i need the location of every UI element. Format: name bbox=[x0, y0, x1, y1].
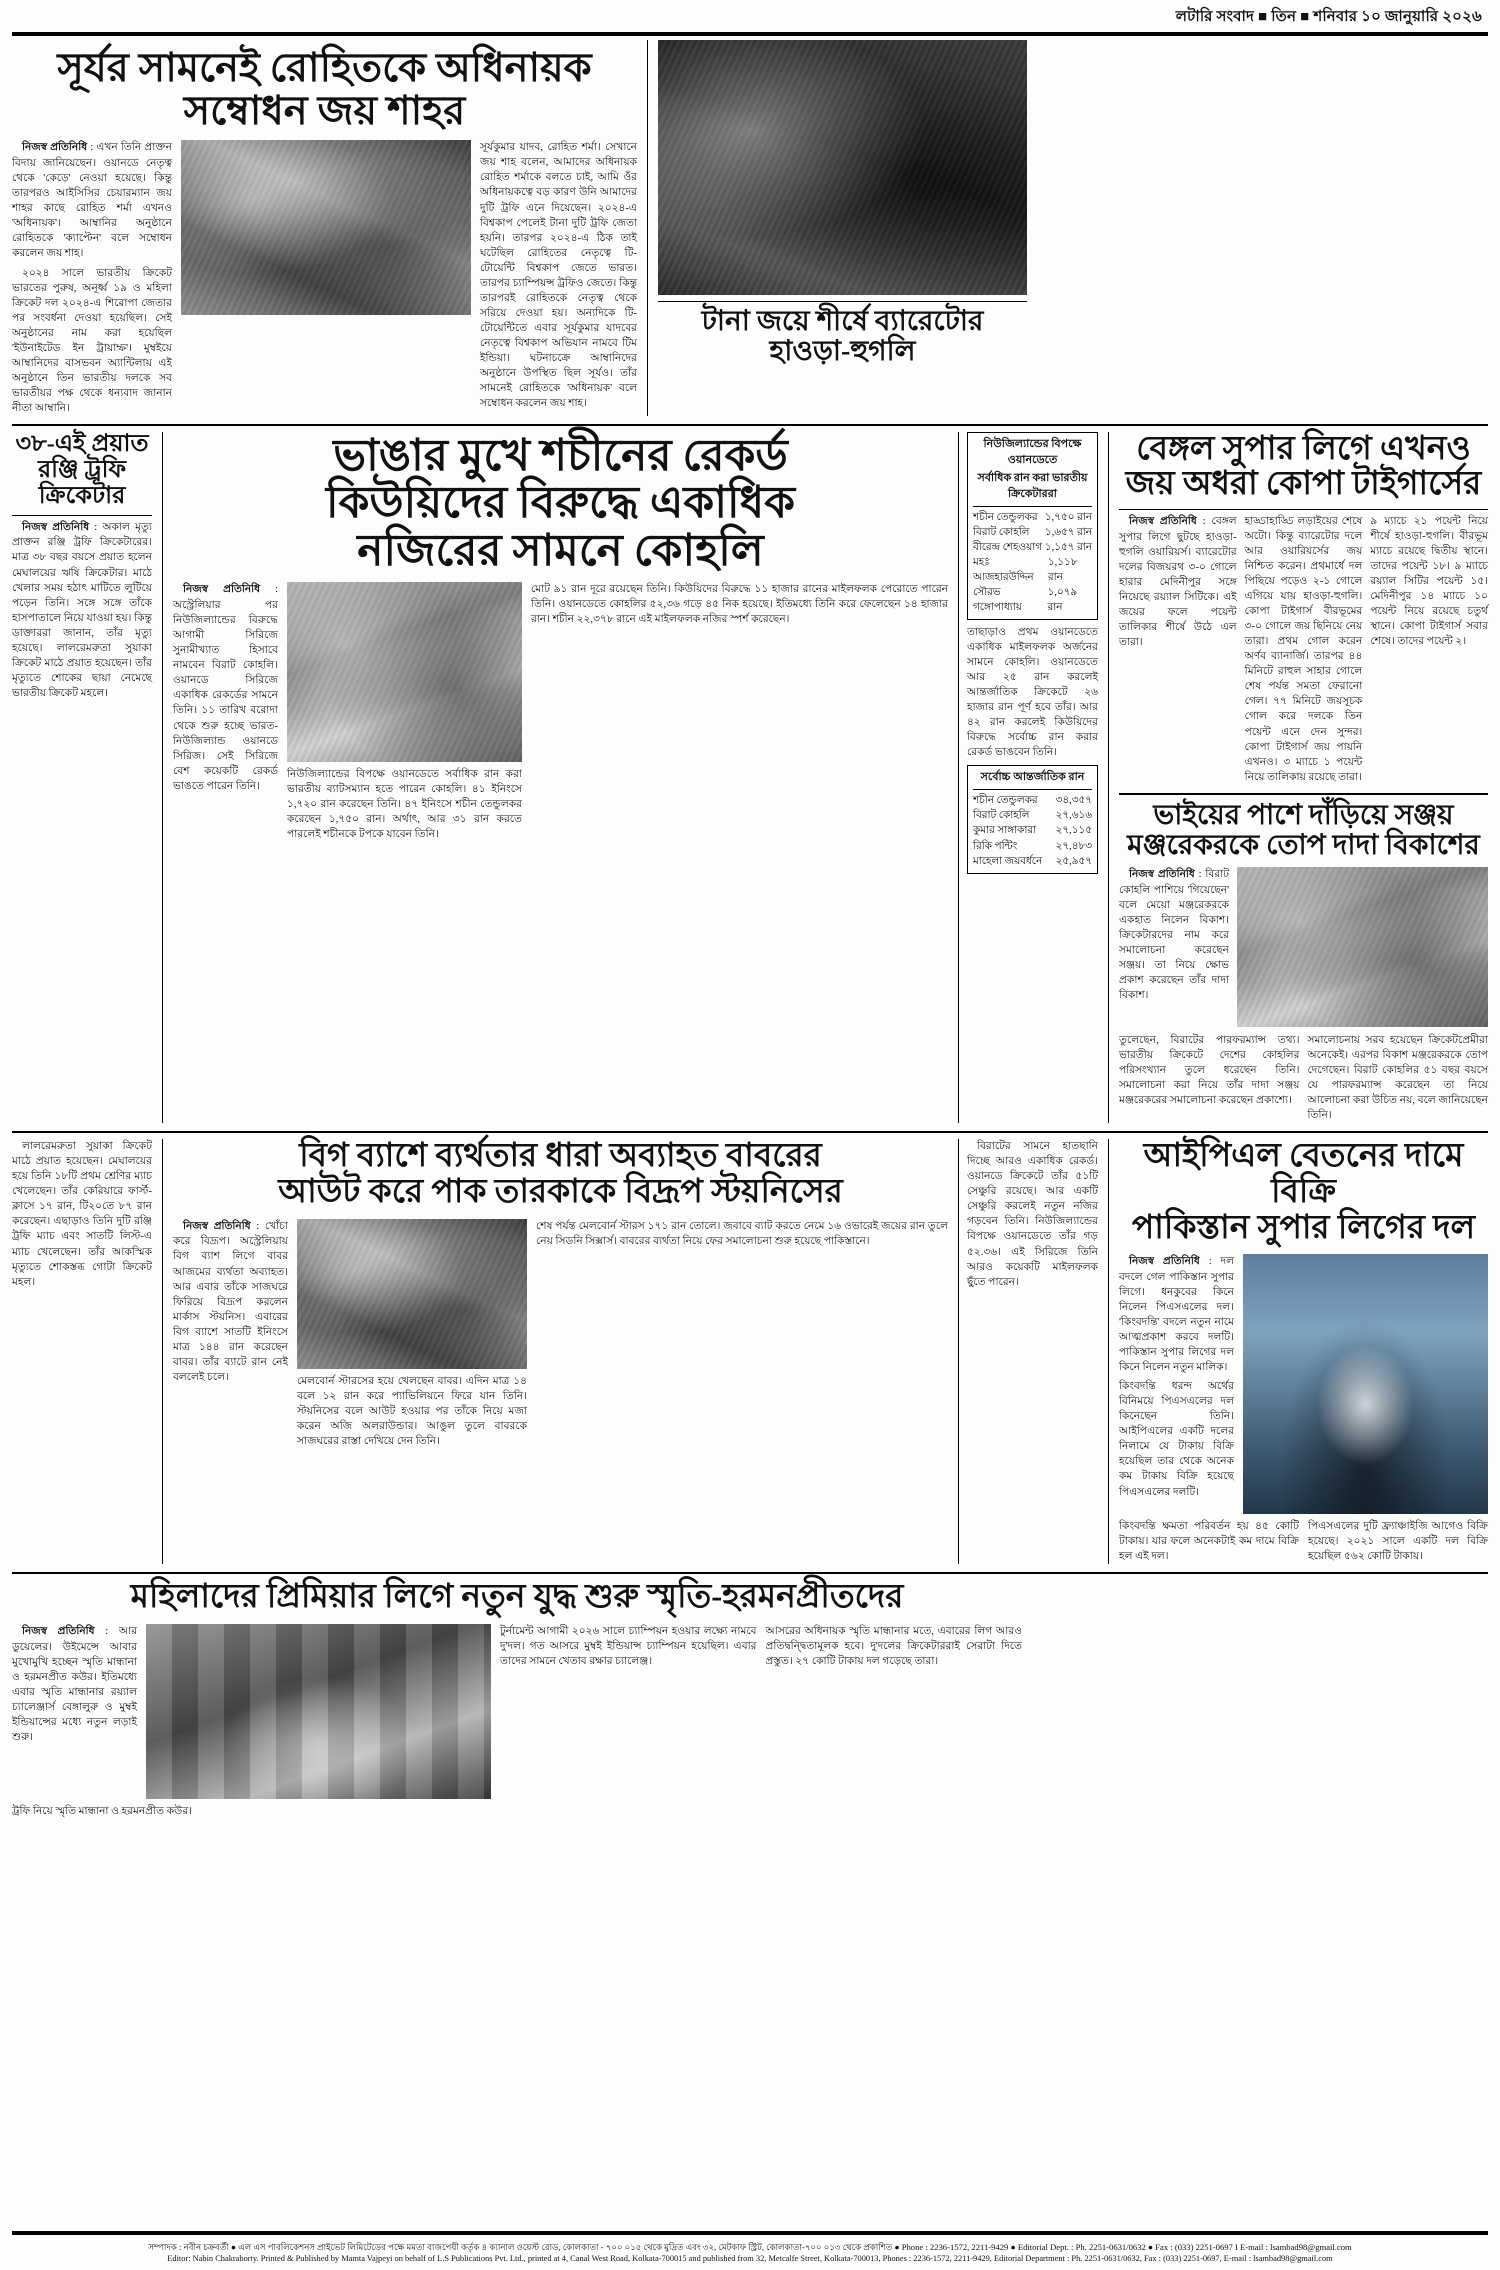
hockey-story bbox=[647, 40, 1027, 416]
stats-box-title-2: সর্বাধিক রান করা ভারতীয় ক্রিকেটাররা bbox=[977, 471, 1088, 500]
hockey-match-photo bbox=[658, 40, 1027, 295]
byline-label: নিজস্ব প্রতিনিধি bbox=[22, 142, 88, 154]
bsl-byline: নিজস্ব প্রতিনিধি bbox=[1129, 516, 1197, 528]
main-story-col1: নিজস্ব প্রতিনিধি : এখন তিনি প্রাক্তন বিদায় জানিয়েছেন। ওয়ানডে নেতৃত্ব থেকে 'কেড়ে' নেওয়া হয়েছে। কিন্তু তারপরও আইসিসির চেয়ারম্যান জয় শাহর কাছে রোহিত শর্মা এখনও 'অধিনায়ক'। আম্বানির অনুষ্ঠানে রোহিতকে 'ক্যাপ্টেন' বলে সম্বোধন করলেন জয় শাহ। ২০২৪ সালে ভারতীয় ক্রিকেট ভারতের পুরুষ, অনূর্ধ্ব ১৯ ও মহিলা ক্রিকেট দল ২০২৪-এ শিরোপা জেতার পর সংবর্ধনা দেওয়া হয়েছিল। সেই অনুষ্ঠানের নাম করা হয়েছিল 'ইউনাইটেড ইন ট্রায়াম্ফ'। মুম্বইয়ে আম্বানিদের বাসভবন অ্যান্টিলায় এই অনুষ্ঠানে তিন ভারতীয় দলকে সব ভারতীয়র পক্ষ থেকে ধন্যবাদ জানান নীতা আম্বানি। bbox=[12, 140, 172, 415]
ranji-obituary-story bbox=[12, 432, 152, 1123]
psl-headline-line2: পাকিস্তান সুপার লিগের দল bbox=[1131, 1209, 1476, 1246]
bsl-headline-line1: বেঙ্গল সুপার লিগে এখনও bbox=[1136, 430, 1471, 467]
sanjay-col1-text: বিরাট কোহলি পাশিয়ে 'গিয়েছেন' বলে মেয়ো মঞ্জরেকরকে একহাত নিলেন বিকাশ। ক্রিকেটারদের নাম করে সমালোচনা করেছেন সঞ্জয়। তা নিয়ে ক্ষোভ প্রকাশ করেছেন তাঁর দাদা বিকাশ। bbox=[1119, 869, 1230, 1002]
stats-box-title-1: নিউজিল্যান্ডের বিপক্ষে ওয়ানডেতে bbox=[983, 437, 1082, 466]
stats-row bbox=[973, 839, 1092, 854]
bsl-columns bbox=[1119, 514, 1488, 785]
stats-row-value: ২৭,৬১৬ bbox=[1055, 810, 1092, 822]
stats-row-name: রিকি পন্টিং bbox=[973, 840, 1018, 852]
ranji-headline-line1: ৩৮-এই প্রয়াত bbox=[15, 430, 149, 457]
wpl-byline: নিজস্ব প্রতিনিধি bbox=[22, 1625, 95, 1637]
bsl-col3: ৯ ম্যাচে ২১ পয়েন্ট নিয়ে শীর্ষে হাওড়া-হুগলি। বীরভূম ম্যাচে রয়েছে দ্বিতীয় স্থানে। তাদের পয়েন্ট ১৮। ৯ ম্যাচে রয়্যাল সিটির পয়েন্ট ১৫। মেদিনীপুর ১৪ ম্যাচে ১০ পয়েন্ট নিয়ে রয়েছে চতুর্থ স্থানে। কোপা টাইগার্স সবার শেষে। তাদের পয়েন্ট ২। bbox=[1370, 516, 1489, 648]
bsl-col1-text: বেঙ্গল সুপার লিগে ছুটছে হাওড়া-হুগলি ওয়ারিয়র্স। ব্যারেটোর দলের বিজয়রথ ৩-০ গোলে হারার মেদিনীপুর সঙ্গে নিয়েছে রয়্যাল সিটিকে। এই জয়ের ফলে পয়েন্ট তালিকার শীর্ষে উঠে এল তারা। bbox=[1119, 516, 1237, 649]
sachin-byline: নিজস্ব প্রতিনিধি bbox=[183, 584, 260, 596]
psl-col1-text: দল বদলে গেল পাকিস্তান সুপার লিগে। ধনকুবের কিনে নিলেন পিএসএলের দল। 'কিংবদন্তি' বদলে নতুন নামে আত্মপ্রকাশ করবে দলটি। পাকিস্তান সুপার লিগের দল কিনে নিলেন নতুন মালিক। bbox=[1119, 1256, 1235, 1374]
footer-bengali: সম্পাদক : নবীন চক্রবর্তী ● এল এস পাবলিকেশনস প্রাইভেট লিমিটেডের পক্ষে মমতা বাজপেয়ী কর্তৃক ৪ ক্যানাল ওয়েস্ট রোড, কোলকাতা - ৭০০ ০১৫ থেকে মুদ্রিত এবং ৩২, মেটকাফ স্ট্রিট, কোলকাতা-৭০০ ০১৩ থেকে প্রকাশিত ● Phone : 2236-1572, 2211-9429 ● Editorial Dept. : Ph. 2251-0631/0632 ● Fax : (033) 2251-0697 I E-mail : lsambad98@gmail.com bbox=[148, 2241, 1352, 2252]
stats-column bbox=[958, 432, 1098, 1123]
stats-box-title-3: সর্বোচ্চ আন্তর্জাতিক রান bbox=[980, 771, 1085, 784]
stats-row bbox=[973, 808, 1092, 823]
ranji-continuation-text: লালরেমরুতা সুয়াকা ক্রিকেট মাঠে প্রয়াত হয়েছেন। মেঘালয়ের হয়ে তিনি ১৮টি প্রথম শ্রেণির ম্যাচ খেলেছেন। তাঁর কেরিয়ারে ফার্স্ট-ক্লাসে ১৭ রান, টি২০তে ৮৭ রান করেছেন। এছাড়াও তিনি দুটি রঞ্জি ট্রফি ম্যাচ এবং সাতটি লিস্ট-এ ম্যাচ খেলেছেন। তাঁর আকস্মিক মৃত্যুতে শোকস্তব্ধ গোটা ক্রিকেট মহল। bbox=[12, 1141, 152, 1288]
sanjay-byline: নিজস্ব প্রতিনিধি bbox=[1129, 869, 1195, 881]
wpl-story bbox=[12, 1580, 1022, 1819]
psl-caption-right: পিএসএলের দুটি ফ্র্যাঞ্চাইজি আগেও বিক্রি হয়েছে। ২০২১ সালে একটি দল বিক্রি হয়েছিল ৫৬২ কোটি টাকায়। bbox=[1308, 1521, 1488, 1563]
rohit-jay-shah-photo bbox=[181, 140, 471, 315]
sanjay-col3: সমালোচনায় সরব হয়েছেন ক্রিকেটপ্রেমীরা অনেকেই। এরপর বিকাশ মঞ্জরেকরকে তোপ দেগেছেন। বিরাট কোহলির ৫১ বছর বয়সে যে পারফরম্যান্স করেছেন তা নিয়ে আলোচনা করা উচিত নয়, বলে জানিয়েছেন তিনি। bbox=[1307, 1035, 1488, 1122]
wpl-col2: টুর্নামেন্ট আগামী ২০২৬ সালে চ্যাম্পিয়ন হওয়ার লক্ষ্যে নামবে দু'দল। গত আসরে মুম্বই ইন্ডিয়ান্স চ্যাম্পিয়ন হয়েছিল। এবার তাদের সামনে খেতাব রক্ষার চ্যালেঞ্জ। bbox=[500, 1625, 757, 1667]
babar-col1: নিজস্ব প্রতিনিধি : খোঁচা করে বিদ্রূপ। অস্ট্রেলিয়ায় বিগ ব্যাশ লিগে বাবর আজমের ব্যর্থতা অব্যাহত। আর এবার তাঁকে সাজঘরে ফিরিয়ে বিদ্রূপ করলেন মার্কাস স্টয়নিস। এবারের বিগ ব্যাশে সাতটি ইনিংসে মাত্র ১৪৪ রান করেছেন বাবর। তাঁর ব্যাটে রান নেই বললেই চলে। bbox=[173, 1220, 289, 1383]
sachin-col3: মোট ৯১ রান দূরে রয়েছেন তিনি। কিউয়িদের বিরুদ্ধে ১১ হাজার রানের মাইলফলক পেরোতে পারেন তিনি। ওয়ানডেতে কোহলির ৫২,৩৬ গড়ে ৪৫ নিক হয়েছে। ইতিমধ্যে তিনি করে ফেলেছেন ১৪ হাজার রান। শচীন ২২,৩৭৮ রানে এই মাইলফলক নজির স্পর্শ করেছেন। bbox=[531, 584, 948, 626]
stats-note: তাছাড়াও প্রথম ওয়ানডেতে একাধিক মাইলফলক অর্জনের সামনে কোহলি। ওয়ানডেতে আর ২৫ রান করলেই আন্তর্জাতিক ক্রিকেটে ২৬ হাজার রান পূর্ণ হবে তাঁর। আর ৪২ রান করলেই কিউয়িদের বিরুদ্ধে সর্বোচ্চ রান করার রেকর্ড ভাঙবেন তিনি। bbox=[967, 627, 1098, 759]
page-footer bbox=[12, 2229, 1488, 2267]
stats-row-name: শচীন তেন্ডুলকর bbox=[973, 795, 1038, 807]
manjrekar-brothers-photo bbox=[1237, 867, 1488, 1027]
wpl-col3: আসরের অধিনায়ক স্মৃতি মান্ধানার মতে, এবারের লিগ আরও প্রতিদ্বন্দ্বিতামূলক হবে। দু'দলের ক্রিকেটাররাই সেরাটা দিতে প্রস্তুত। ২৭ কোটি টাকায় দল গড়েছে তারা। bbox=[765, 1625, 1022, 1667]
footer-english: Editor: Nabin Chakraborty. Printed & Published by Mamta Vajpeyi on behalf of L.S Publications Pvt. Ltd., printed at 4, Canal West Road, Kolkata-700015 and published from 32, Metcalfe Street, Kolkata-700013, Phones : 2236-1572, 2211-9429, Editorial Department : Ph. 2251-0631/0632, Fax : (033) 2251-0697, E-mail : lsambad98@gmail.com bbox=[167, 2254, 1333, 2264]
wpl-headline: মহিলাদের প্রিমিয়ার লিগে নতুন যুদ্ধ শুরু স্মৃতি-হরমনপ্রীতদের bbox=[130, 1579, 904, 1616]
wpl-col1-text: আর ডুয়েলের। উইমেন্সে আবার মুখোমুখি হচ্ছেন স্মৃতি মান্ধানা ও হরমনপ্রীত কউর। ইতিমধ্যে এবার স্মৃতি মান্ধানার রয়্যাল চ্যালেঞ্জার্স বেঙ্গালুরু ও মুম্বই ইন্ডিয়ান্সের মধ্যে নতুন লড়াই শুরু। bbox=[12, 1625, 137, 1743]
psl-story bbox=[1108, 1139, 1488, 1564]
ranji-body: নিজস্ব প্রতিনিধি : অকাল মৃত্যু প্রাক্তন রঞ্জি ট্রফি ক্রিকেটারের। মাত্র ৩৮ বছর বয়সে প্রয়াত হলেন মেঘালয়ের ঋষি ক্রিকেটার। মাঠে খেলার সময় হঠাৎ মাটিতে লুটিয়ে পড়েন তিনি। সঙ্গে সঙ্গে তাঁকে হাসপাতালে নিয়ে যাওয়া হয়। কিন্তু ডাক্তাররা জানান, তাঁর মৃত্যু হয়েছে। লালরেমরুতা সুয়াকা ক্রিকেট মাঠে প্রয়াত হয়েছেন। তাঁর মৃত্যুতে শোকের ছায়া নেমেছে ভারতীয় ক্রিকেট মহলে। bbox=[12, 521, 152, 699]
masthead bbox=[12, 4, 1488, 30]
wpl-col1: নিজস্ব প্রতিনিধি : আর ডুয়েলের। উইমেন্সে আবার মুখোমুখি হচ্ছেন স্মৃতি মান্ধানা ও হরমনপ্রীত কউর। ইতিমধ্যে এবার স্মৃতি মান্ধানার রয়্যাল চ্যালেঞ্জার্স বেঙ্গালুরু ও মুম্বই ইন্ডিয়ান্সের মধ্যে নতুন লড়াই শুরু। bbox=[12, 1625, 137, 1743]
main-story-col1b-text: ২০২৪ সালে ভারতীয় ক্রিকেট ভারতের পুরুষ, অনূর্ধ্ব ১৯ ও মহিলা ক্রিকেট দল ২০২৪-এ শিরোপা জেতার পর সংবর্ধনা দেওয়া হয়েছিল। সেই অনুষ্ঠানের নাম করা হয়েছিল 'ইউনাইটেড ইন ট্রায়াম্ফ'। মুম্বইয়ে আম্বানিদের বাসভবন অ্যান্টিলায় এই অনুষ্ঠানে তিন ভারতীয় দলকে সব ভারতীয়র পক্ষ থেকে ধন্যবাদ জানান নীতা আম্বানি। bbox=[12, 267, 172, 414]
stats-row-name: বীরেন্দ্র শেহওয়াগ bbox=[973, 541, 1043, 553]
stats-row-name: কুমার সাঙ্গাকারা bbox=[973, 825, 1037, 837]
sachin-kohli-story bbox=[162, 432, 948, 1123]
babar-col3: শেষ পর্যন্ত মেলবোর্ন স্টারস ১৭১ রান তোলে। জবাবে ব্যাট করতে নেমে ১৬ ওভারেই জয়ের রান তুলে নেয় সিডনি সিক্সার্স। বাবরের ব্যর্থতা নিয়ে ফের সমালোচনা শুরু হয়েছে পাকিস্তানে। bbox=[536, 1220, 948, 1247]
ranji-headline-line2: রঞ্জি ট্রফি ক্রিকেটার bbox=[37, 456, 127, 509]
ranji-continuation bbox=[12, 1139, 152, 1564]
stats-row bbox=[973, 823, 1092, 838]
stats-row-value: ১,৬৫৭ রান bbox=[1044, 526, 1092, 538]
stats-row bbox=[973, 555, 1092, 585]
stats-row-value: ২৫,৯৫৭ bbox=[1055, 855, 1092, 867]
main-story-headline: সূর্যর সামনেই রোহিতকে অধিনায়ক সম্বোধন জয় শাহর bbox=[57, 45, 592, 134]
sanjay-manjrekar-story bbox=[1119, 801, 1488, 1124]
stats-row-value: ১,১১৮ রান bbox=[1047, 556, 1078, 583]
stats-continuation-text: বিরাটের সামনে হাতছানি দিচ্ছে আরও একাধিক রেকর্ড। ওয়ানডে ক্রিকেটে তাঁর ৫১টি সেঞ্চুরি রয়েছে। আর একটি সেঞ্চুরি করলেই নতুন নজির গড়বেন তিনি। নিউজিল্যান্ডের বিপক্ষে ওয়ানডেতে তাঁর গড় ৫২.৩৬। এই সিরিজে তিনি আরও কয়েকটি মাইলফলক ছুঁতে পারেন। bbox=[967, 1141, 1098, 1288]
third-section bbox=[12, 1139, 1488, 1564]
main-story-col2: সূর্যকুমার যাদব, রোহিত শর্মা। সেখানে জয় শাহ বলেন, আমাদের অধিনায়ক রোহিত শর্মাকে বলতে চাই, আমি ওঁর অধিনায়কত্বে বড় কারণ উনি আমাদের দুটি ট্রফি এনে দিয়েছেন। ২০২৪-এ বিশ্বকাপ পেলেই টানা দুটি ট্রফি জেতা হয়নি। তারপর ২০২৪-এ ঠিক তাই ঘটেছিল রোহিতের নেতৃত্বে টি-টোয়েন্টি বিশ্বকাপ জেতে ভারত। তারপর চ্যাম্পিয়ন্স ট্রফিও জেতে। কিন্তু তারপরই রোহিতকে নেতৃত্ব থেকে সরিয়ে দেওয়া হয়। অন্যদিকে টি-টোয়েন্টিতে এবার সূর্যকুমার যাদবের নেতৃত্বে বিশ্বকাপ অভিযান নামবে টিম ইন্ডিয়া। ঘটনাচক্রে আম্বানিদের অনুষ্ঠানে উপস্থিত ছিল সূর্যও। তাঁর সামনেই রোহিতকে 'অধিনায়ক' বলে সম্বোধন করলেন জয় শাহ। bbox=[480, 142, 637, 409]
masthead-text: লটারি সংবাদ ■ তিন ■ শনিবার ১০ জানুয়ারি ২০২৬ bbox=[1175, 9, 1482, 25]
sachin-col2: নিউজিল্যান্ডের বিপক্ষে ওয়ানডেতে সর্বাধিক রান করা ভারতীয় ব্যাটসম্যান হতে পারেন কোহলি। ৪১ ইনিংসে ১,৭২০ রান করেছেন তিনি। ৪৭ ইনিংসে শচীন তেন্ডুলকর করেছেন ১,৭৫০ রান। অর্থাৎ, আর ৩১ রান করতে পারলেই শচীনকে টপকে যাবেন তিনি। bbox=[287, 769, 522, 841]
stats-row bbox=[973, 585, 1092, 615]
sachin-col1-text: অস্ট্রেলিয়ার পর নিউজিল্যান্ডের বিরুদ্ধে আগামী সিরিজে সুনামীখ্যাত হিসাবে নামবেন বিরাট কোহলি। ওয়ানডে সিরিজে একাধিক রেকর্ডের সামনে তিনি। ১১ তারিখ বরোদা থেকে শুরু হচ্ছে ভারত-নিউজিল্যান্ড ওয়ানডে সিরিজ। সেই সিরিজে বেশ কয়েকটি রেকর্ড ভাঙতে পারেন তিনি। bbox=[173, 600, 278, 792]
main-story bbox=[12, 40, 637, 416]
sanjay-headline-line1: ভাইয়ের পাশে দাঁড়িয়ে সঞ্জয় bbox=[1153, 799, 1454, 831]
bengal-super-league-story bbox=[1108, 432, 1488, 1123]
sanjay-col1: নিজস্ব প্রতিনিধি : বিরাট কোহলি পাশিয়ে 'গিয়েছেন' বলে মেয়ো মঞ্জরেকরকে একহাত নিলেন বিকাশ। ক্রিকেটারদের নাম করে সমালোচনা করেছেন সঞ্জয়। তা নিয়ে ক্ষোভ প্রকাশ করেছেন তাঁর দাদা বিকাশ। bbox=[1119, 869, 1230, 1002]
stats-row-value: ২৭,১১৫ bbox=[1055, 825, 1092, 837]
section-divider-3 bbox=[12, 1572, 1488, 1574]
psl-caption-left: কিংবদন্তি ক্ষমতা পরিবর্তন হয় ৪৫ কোটি টাকায়। যার ফলে অনেকটাই কম দামে বিক্রি হল এই দল। bbox=[1119, 1521, 1299, 1563]
stats-row-value: ৩৪,৩৫৭ bbox=[1055, 795, 1092, 807]
stats-row-name: মাহেলা জয়বর্ধনে bbox=[973, 855, 1043, 867]
stats-row-name: শচীন তেন্ডুলকর bbox=[973, 511, 1038, 523]
bsl-headline-line2: জয় অধরা কোপা টাইগার্সের bbox=[1125, 466, 1482, 503]
bsl-col1: নিজস্ব প্রতিনিধি : বেঙ্গল সুপার লিগে ছুটছে হাওড়া-হুগলি ওয়ারিয়র্স। ব্যারেটোর দলের বিজয়রথ ৩-০ গোলে হারার মেদিনীপুর সঙ্গে নিয়েছে রয়্যাল সিটিকে। এই জয়ের ফলে পয়েন্ট তালিকার শীর্ষে উঠে এল তারা। bbox=[1119, 516, 1237, 649]
ranji-body-text: অকাল মৃত্যু প্রাক্তন রঞ্জি ট্রফি ক্রিকেটারের। মাত্র ৩৮ বছর বয়সে প্রয়াত হলেন মেঘালয়ের ঋষি ক্রিকেটার। মাঠে খেলার সময় হঠাৎ মাটিতে লুটিয়ে পড়েন তিনি। সঙ্গে সঙ্গে তাঁকে হাসপাতালে নিয়ে যাওয়া হয়। কিন্তু ডাক্তাররা জানান, তাঁর মৃত্যু হয়েছে। লালরেমরুতা সুয়াকা ক্রিকেট মাঠে প্রয়াত হয়েছেন। তাঁর মৃত্যুতে শোকের ছায়া নেমেছে ভারতীয় ক্রিকেট মহলে। bbox=[12, 521, 152, 699]
section-divider-2 bbox=[12, 1131, 1488, 1133]
stats-row-value: ১,৭৫০ রান bbox=[1044, 511, 1092, 523]
sachin-headline-line1: ভাঙার মুখে শচীনের রেকর্ড bbox=[333, 430, 788, 480]
stats-row-name: বিরাট কোহলি bbox=[973, 526, 1030, 538]
psl-trophy-photo bbox=[1243, 1254, 1488, 1514]
wpl-trophy-photo bbox=[146, 1624, 491, 1799]
sanjay-headline-line2: মঞ্জরেকরকে তোপ দাদা বিকাশের bbox=[1127, 829, 1480, 861]
psl-headline-line1: আইপিএল বেতনের দামে বিক্রি bbox=[1143, 1138, 1464, 1210]
babar-bigbash-photo bbox=[297, 1219, 527, 1369]
stats-continuation bbox=[958, 1139, 1098, 1564]
wpl-caption: ট্রফি নিয়ে স্মৃতি মান্ধানা ও হরমনপ্রীত কউর। bbox=[12, 1805, 192, 1817]
stats-row bbox=[973, 854, 1092, 869]
stats-row-value: ২৭,৪৮৩ bbox=[1055, 840, 1092, 852]
babar-byline: নিজস্ব প্রতিনিধি bbox=[183, 1220, 251, 1232]
stats-row-value: ১,১৫৭ রান bbox=[1044, 541, 1092, 553]
babar-col1-text: খোঁচা করে বিদ্রূপ। অস্ট্রেলিয়ায় বিগ ব্যাশ লিগে বাবর আজমের ব্যর্থতা অব্যাহত। আর এবার তাঁকে সাজঘরে ফিরিয়ে বিদ্রূপ করলেন মার্কাস স্টয়নিস। এবারের বিগ ব্যাশে সাতটি ইনিংসে মাত্র ১৪৪ রান করেছেন বাবর। তাঁর ব্যাটে রান নেই বললেই চলে। bbox=[173, 1220, 289, 1383]
stats-row bbox=[973, 540, 1092, 555]
babar-headline-line1: বিগ ব্যাশে ব্যর্থতার ধারা অব্যাহত বাবরের bbox=[299, 1138, 822, 1175]
top-section bbox=[12, 36, 1488, 416]
stats-row-name: বিরাট কোহলি bbox=[973, 810, 1030, 822]
stats-row bbox=[973, 525, 1092, 540]
psl-col1: নিজস্ব প্রতিনিধি : দল বদলে গেল পাকিস্তান সুপার লিগে। ধনকুবের কিনে নিলেন পিএসএলের দল। 'কিংবদন্তি' বদলে নতুন নামে আত্মপ্রকাশ করবে দলটি। পাকিস্তান সুপার লিগের দল কিনে নিলেন নতুন মালিক। bbox=[1119, 1256, 1235, 1374]
main-story-col1-text: এখন তিনি প্রাক্তন বিদায় জানিয়েছেন। ওয়ানডে নেতৃত্ব থেকে 'কেড়ে' নেওয়া হয়েছে। কিন্তু তারপরও আইসিসির চেয়ারম্যান জয় শাহর কাছে রোহিত শর্মা এখনও 'অধিনায়ক'। আম্বানির অনুষ্ঠানে রোহিতকে 'ক্যাপ্টেন' বলে সম্বোধন করলেন জয় শাহ। bbox=[12, 142, 172, 260]
babar-story bbox=[162, 1139, 948, 1564]
ranji-byline: নিজস্ব প্রতিনিধি bbox=[22, 521, 90, 533]
psl-col2: কিংবদন্তি ধরন্দ অর্থের বিনিময়ে পিএসএলের দল কিনেছেন তিনি। আইপিএলের একটি দলের নিলামে যে টাকায় বিক্রি হয়েছিল তার থেকে অনেক কম টাকায় বিক্রি হয়েছে পিএসএলের দলটি। bbox=[1119, 1381, 1234, 1498]
stats-box-international bbox=[967, 765, 1098, 873]
sanjay-lower-columns bbox=[1119, 1033, 1488, 1123]
sachin-headline-line3: নজিরের সামনে কোহলি bbox=[357, 525, 764, 575]
babar-headline-line2: আউট করে পাক তারকাকে বিদ্রূপ স্টয়নিসের bbox=[278, 1173, 843, 1210]
psl-byline: নিজস্ব প্রতিনিধি bbox=[1129, 1256, 1200, 1268]
stats-row-name: মহঃ আজহারউদ্দিন bbox=[973, 556, 1034, 583]
stats-row bbox=[973, 793, 1092, 808]
kohli-sachin-photo bbox=[287, 582, 522, 762]
stats-row-value: ১,০৭৯ রান bbox=[1047, 586, 1078, 614]
stats-row-name: সৌরভ গঙ্গোপাধ্যায় bbox=[973, 586, 1022, 614]
sanjay-col2: তুলেছেন, বিরাটের পারফরম্যান্স তথ্য। ভারতীয় ক্রিকেটে দেশের কোহলির পরিসংখ্যান তুলে ধরেছেন তিনি। সমালোচনা করা নিয়ে তাঁর দাদা সঞ্জয় মঞ্জরেকরের সমালোচনা করেছেন প্রকাশ্যে। bbox=[1119, 1035, 1300, 1107]
stats-box-runs bbox=[967, 432, 1098, 620]
babar-col2: মেলবোর্ন স্টারসের হয়ে খেলছেন বাবর। এদিন মাত্র ১৪ বলে ১২ রান করে প্যাভিলিয়নে ফিরে যান তিনি। স্টয়নিসের বলে আউট হওয়ার পর তাঁকে নিয়ে মজা করেন অজি অলরাউন্ডার। আঙুল তুলে বাবরকে সাজঘরের রাস্তা দেখিয়ে দেন তিনি। bbox=[297, 1375, 527, 1447]
hockey-story-headline: টানা জয়ে শীর্ষে ব্যারেটোর হাওড়া-হুগলি bbox=[701, 306, 984, 368]
second-section bbox=[12, 426, 1488, 1123]
bsl-col2: হাড্ডাহাড্ডি লড়াইয়ের শেষে অটো। কিন্তু ব্যারেটোর দলে আর ওয়ারিয়র্সের জয় নিশ্চিত করেন। প্রথমার্ধে দল পিছিয়ে পড়েও ২-১ গোলে এগিয়ে যায় হাওড়া-হুগলি। কোপা টাইগার্স বীরভূমের ৩-০ গোলে জয় ছিনিয়ে নেয় তারা। প্রথম গোল করেন অর্ণব ব্যানার্জি। তারপর ৪৪ মিনিটে রাহুল সাহার গোলে শেষ পর্যন্ত সমতা ফেরানো গেল। ৭৭ মিনিটে জয়সূচক গোল করে দলকে তিন পয়েন্ট এনে দেন সুন্দর। কোপা টাইগার্স জয় পায়নি এখনও। ৩ ম্যাচে ১ পয়েন্ট নিয়ে তালিকায় রয়েছে তারা। bbox=[1244, 516, 1363, 783]
sachin-col1: নিজস্ব প্রতিনিধি : অস্ট্রেলিয়ার পর নিউজিল্যান্ডের বিরুদ্ধে আগামী সিরিজে সুনামীখ্যাত হিসাবে নামবেন বিরাট কোহলি। ওয়ানডে সিরিজে একাধিক রেকর্ডের সামনে তিনি। ১১ তারিখ বরোদা থেকে শুরু হচ্ছে ভারত-নিউজিল্যান্ড ওয়ানডে সিরিজ। সেই সিরিজে বেশ কয়েকটি রেকর্ড ভাঙতে পারেন তিনি। bbox=[173, 584, 278, 792]
stats-row bbox=[973, 510, 1092, 525]
sachin-headline-line2: কিউয়িদের বিরুদ্ধে একাধিক bbox=[326, 478, 795, 528]
